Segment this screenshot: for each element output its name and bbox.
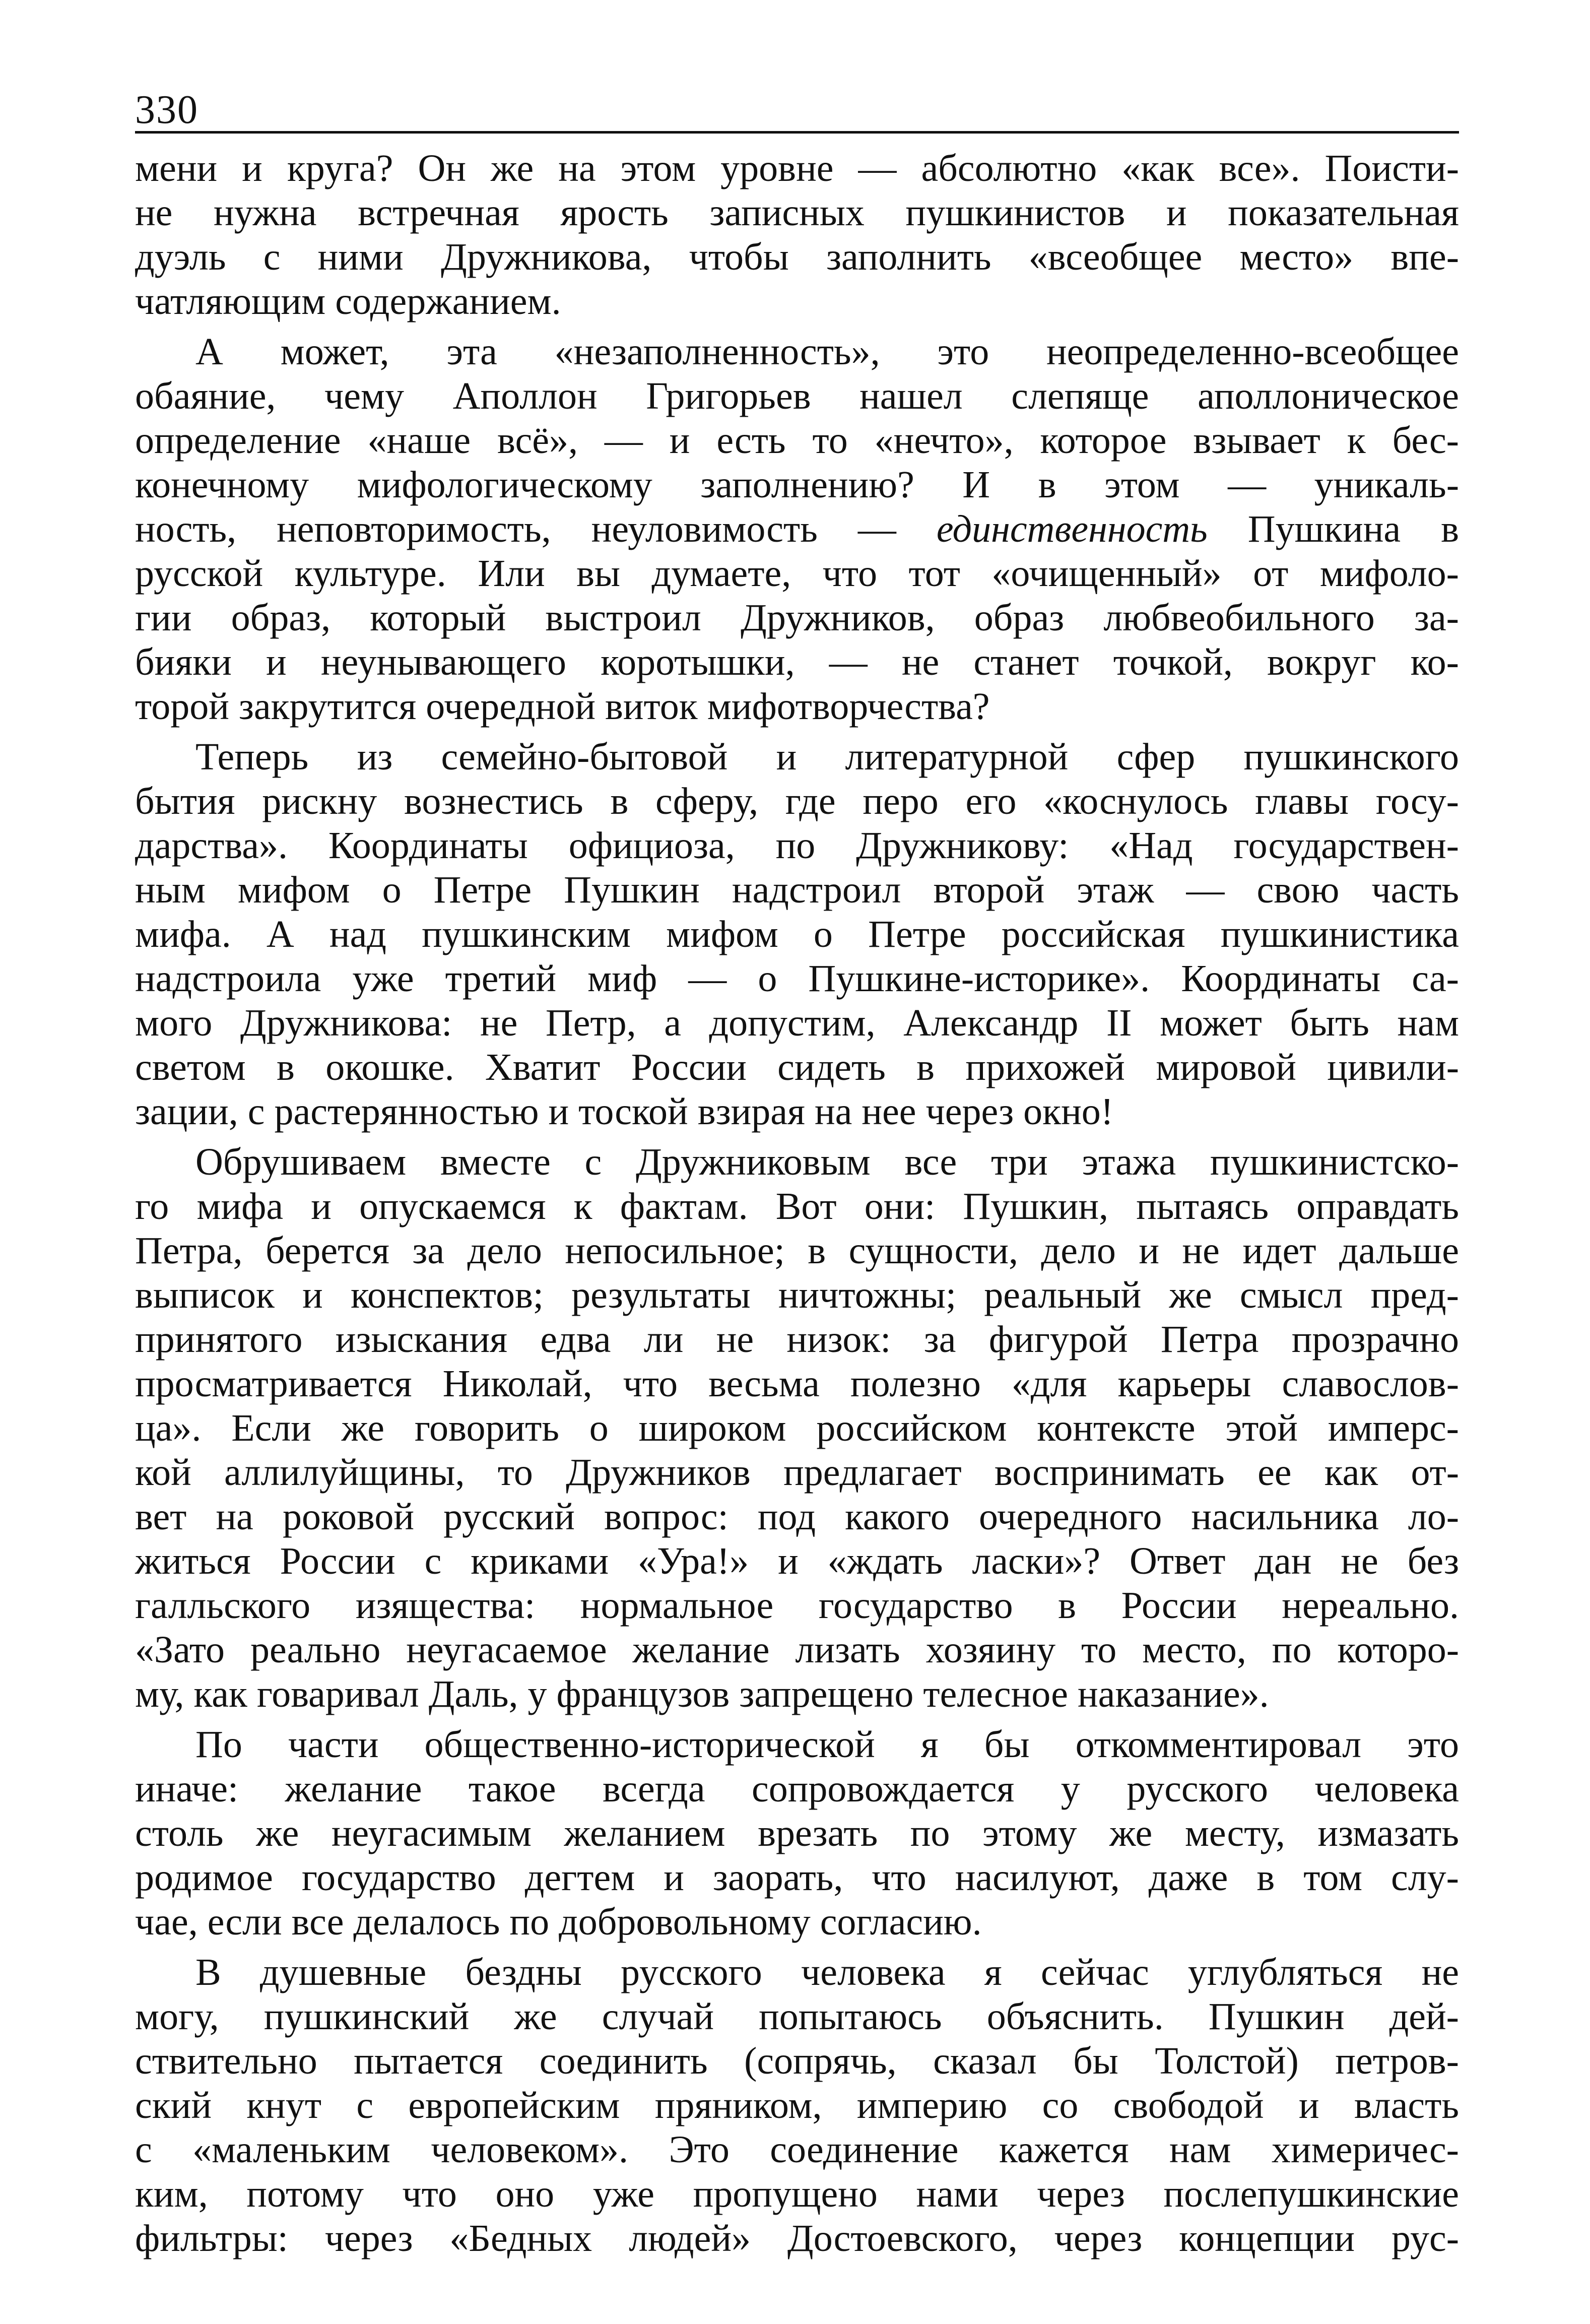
text-line: бияки и неунывающего коротышки, — не станет точкой, вокруг ко- (135, 641, 1459, 683)
text-line: принятого изыскания едва ли не низок: за фигурой Петра прозрачно (135, 1318, 1459, 1361)
text-line: «Зато реально неугасаемое желание лизать хозяину то место, по которо- (135, 1629, 1459, 1671)
text-line: Теперь из семейно-бытовой и литературной сфер пушкинского (195, 736, 1459, 778)
text-line: Обрушиваем вместе с Дружниковым все три этажа пушкинистско- (195, 1141, 1459, 1183)
italic-emphasis: единственность (936, 508, 1208, 550)
text-line: кой аллилуйщины, то Дружников предлагает воспринимать ее как от- (135, 1451, 1459, 1494)
text-line: дуэль с ними Дружникова, чтобы заполнить «всеобщее место» впе- (135, 236, 1459, 278)
text-fragment: Пушкина в (1207, 508, 1459, 550)
text-line: мого Дружникова: не Петр, а допустим, Александр II может быть нам (135, 1002, 1459, 1044)
page-number: 330 (135, 88, 198, 132)
text-line: определение «наше всё», — и есть то «нечто», которое взывает к бес- (135, 419, 1459, 462)
text-line: с «маленьким человеком». Это соединение кажется нам химеричес- (135, 2128, 1459, 2171)
text-line: выписок и конспектов; результаты ничтожны; реальный же смысл пред- (135, 1274, 1459, 1316)
text-line: бытия рискну вознестись в сферу, где перо его «коснулось главы госу- (135, 780, 1459, 822)
text-line: ца». Если же говорить о широком российском контексте этой имперс- (135, 1407, 1459, 1449)
text-line: житься России с криками «Ура!» и «ждать ласки»? Ответ дан не без (135, 1540, 1459, 1582)
text-line: чатляющим содержанием. (135, 280, 561, 322)
text-line: фильтры: через «Бедных людей» Достоевского, через концепции рус- (135, 2217, 1459, 2260)
text-line: торой закрутится очередной виток мифотворчества? (135, 685, 990, 728)
text-line: иначе: желание такое всегда сопровождается у русского человека (135, 1768, 1459, 1810)
body-text (135, 146, 1459, 2261)
text-line: конечному мифологическому заполнению? И в этом — уникаль- (135, 464, 1459, 506)
text-line-with-emphasis (135, 507, 1459, 551)
text-line: просматривается Николай, что весьма полезно «для карьеры славослов- (135, 1363, 1459, 1405)
text-line: ский кнут с европейским пряником, империю со свободой и власть (135, 2084, 1459, 2126)
text-line: вет на роковой русский вопрос: под какого очередного насильника ло- (135, 1496, 1459, 1538)
text-line: надстроила уже третий миф — о Пушкине-историке». Координаты са- (135, 957, 1459, 1000)
text-line: могу, пушкинский же случай попытаюсь объяснить. Пушкин дей- (135, 1995, 1459, 2038)
text-line: обаяние, чему Аполлон Григорьев нашел слепяще аполлоническое (135, 375, 1459, 417)
text-line: родимое государство дегтем и заорать, что насилуют, даже в том слу- (135, 1856, 1459, 1899)
text-line: не нужна встречная ярость записных пушкинистов и показательная (135, 191, 1459, 234)
text-line: ствительно пытается соединить (сопрячь, сказал бы Толстой) петров- (135, 2040, 1459, 2082)
page-header (135, 76, 1459, 134)
text-line: ным мифом о Петре Пушкин надстроил второй этаж — свою часть (135, 869, 1459, 911)
text-line: В душевные бездны русского человека я сейчас углубляться не (195, 1951, 1459, 1993)
text-line: го мифа и опускаемся к фактам. Вот они: Пушкин, пытаясь оправдать (135, 1185, 1459, 1228)
text-line: мени и круга? Он же на этом уровне — абсолютно «как все». Поисти- (135, 147, 1459, 189)
text-line: По части общественно-исторической я бы откомментировал это (195, 1723, 1459, 1766)
text-line: А может, эта «незаполненность», это неопределенно-всеобщее (195, 331, 1459, 373)
text-line: дарства». Координаты официоза, по Дружникову: «Над государствен- (135, 824, 1459, 867)
text-line: гии образ, который выстроил Дружников, образ любвеобильного за- (135, 597, 1459, 639)
text-line: галльского изящества: нормальное государство в России нереально. (135, 1584, 1459, 1627)
text-line: светом в окошке. Хватит России сидеть в прихожей мировой цивили- (135, 1046, 1459, 1088)
text-line: зации, с растерянностью и тоской взирая на нее через окно! (135, 1090, 1114, 1133)
text-fragment: ность, неповторимость, неуловимость — (135, 508, 937, 550)
text-line: ким, потому что оно уже пропущено нами через послепушкинские (135, 2173, 1459, 2215)
text-line: чае, если все делалось по добровольному согласию. (135, 1901, 982, 1943)
text-line: русской культуре. Или вы думаете, что тот «очищенный» от мифоло- (135, 552, 1459, 595)
text-line: му, как говаривал Даль, у французов запрещено телесное наказание». (135, 1673, 1269, 1715)
text-line: мифа. А над пушкинским мифом о Петре российская пушкинистика (135, 913, 1459, 955)
text-line: Петра, берется за дело непосильное; в сущности, дело и не идет дальше (135, 1230, 1459, 1272)
text-line: столь же неугасимым желанием врезать по этому же месту, измазать (135, 1812, 1459, 1854)
